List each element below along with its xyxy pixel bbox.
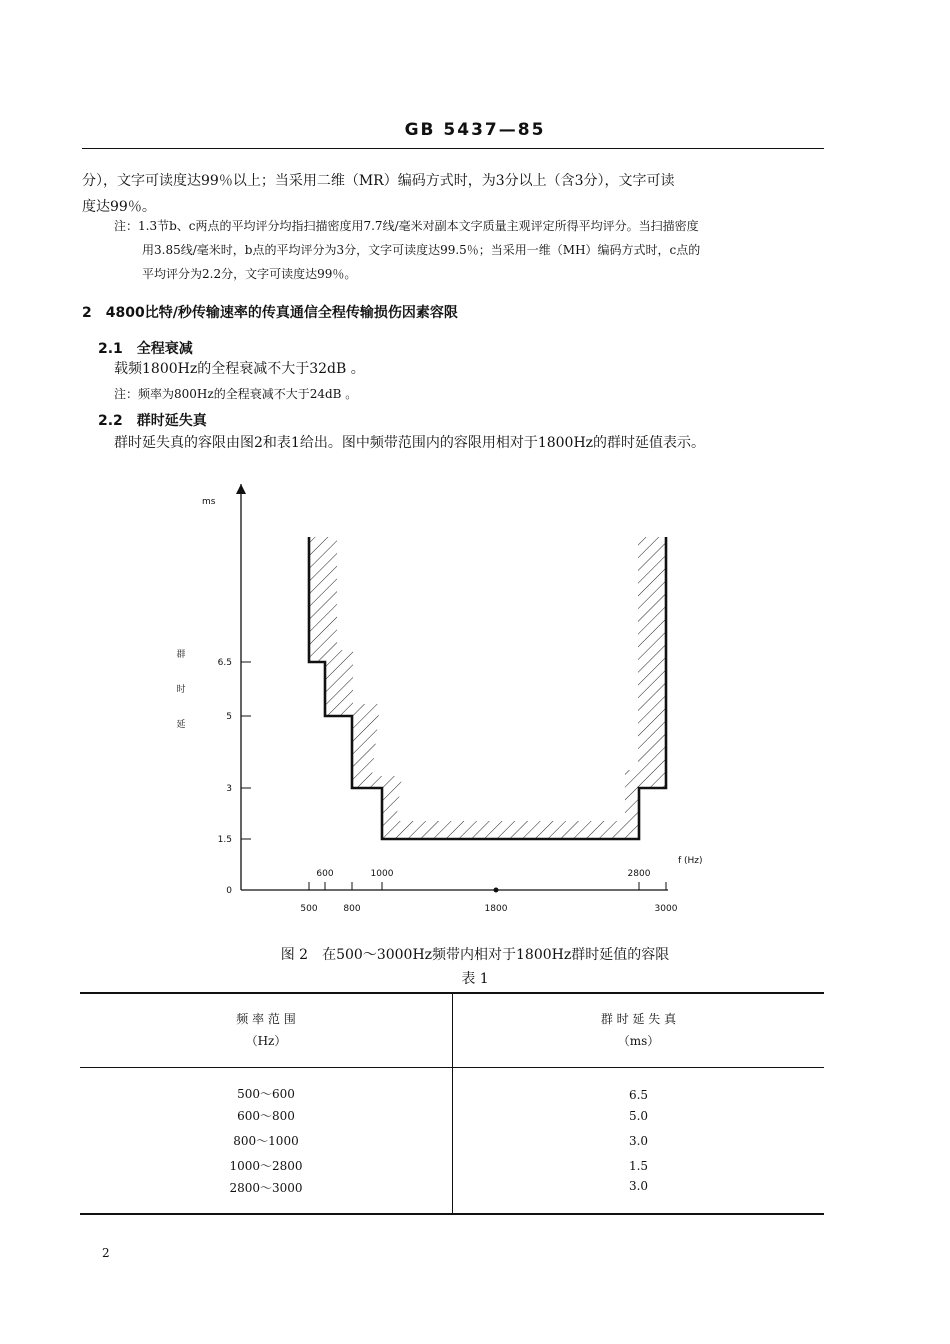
table-header-row <box>80 993 824 1067</box>
standard-code-header: GB 5437—85 <box>404 120 546 140</box>
table-cell-frequency: 1000～2800 <box>80 1153 453 1178</box>
note-1-line-1: 注：1.3节b、c两点的平均评分均指扫描密度用7.7线/毫米对副本文字质量主观评定所得平均评分。当扫描密度 <box>114 219 699 233</box>
table-cell-delay: 1.5 <box>628 1158 649 1173</box>
table-cell-frequency: 2800～3000 <box>80 1178 453 1214</box>
y-tick-label: 3 <box>226 784 232 794</box>
intro-paragraph <box>82 168 842 220</box>
y-axis-label-char: 时 <box>176 685 186 695</box>
x-axis-label: f (Hz) <box>678 856 703 866</box>
table-row <box>80 1178 824 1214</box>
y-tick-label: 1.5 <box>217 835 232 845</box>
note-1-line-2: 用3.85线/毫米时，b点的平均评分为3分，文字可读度达99.5％；当采用一维（MH）编码方式时，c点的 <box>142 243 701 257</box>
x-tick-label-bottom: 1800 <box>484 904 508 914</box>
table-cell-frequency: 500～600 <box>80 1067 453 1103</box>
y-tick-label: 0 <box>226 886 232 896</box>
intro-line-2: 度达99％。 <box>82 199 156 215</box>
note-1-line-3: 平均评分为2.2分，文字可读度达99％。 <box>142 267 357 281</box>
hatched-tolerance-band <box>309 537 666 839</box>
table-cell-delay: 6.5 <box>628 1088 649 1102</box>
section-2-2-title: 2.2 群时延失真 <box>98 413 207 429</box>
section-2-1-note: 注：频率为800Hz的全程衰减不大于24dB 。 <box>114 387 358 401</box>
table-cell-frequency: 600～800 <box>80 1103 453 1128</box>
table-1-title: 表 1 <box>461 971 489 987</box>
table-row <box>80 1153 824 1178</box>
note-1 <box>114 214 834 286</box>
header-delay-unit: （ms） <box>617 1034 660 1049</box>
section-2-1-title: 2.1 全程衰减 <box>98 341 193 357</box>
header-frequency-unit: （Hz） <box>245 1034 287 1049</box>
x-tick-label-top: 2800 <box>627 869 651 879</box>
y-axis-label-char: 延 <box>176 720 186 730</box>
table-cell-delay: 3.0 <box>453 1178 825 1214</box>
table-header-delay <box>453 993 825 1067</box>
group-delay-chart <box>0 470 950 920</box>
y-axis-arrow <box>236 484 246 494</box>
x-center-marker <box>494 888 499 893</box>
y-axis-unit: ms <box>202 497 216 507</box>
x-tick-label-bottom: 500 <box>300 904 318 914</box>
x-tick-label-bottom: 3000 <box>654 904 678 914</box>
tolerance-boundary-line <box>309 537 666 839</box>
table-1 <box>80 992 824 1215</box>
table-cell-delay: 3.0 <box>628 1133 649 1148</box>
intro-line-1: 分），文字可读度达99％以上；当采用二维（MR）编码方式时，为3分以上（含3分），文字可读 <box>82 173 675 189</box>
section-2-title: 2 4800比特/秒传输速率的传真通信全程传输损伤因素容限 <box>82 305 458 321</box>
x-tick-label-bottom: 800 <box>343 904 361 914</box>
header-rule <box>82 148 824 149</box>
table-header-frequency <box>80 993 453 1067</box>
table-row <box>80 1103 824 1128</box>
y-tick-label: 6.5 <box>217 658 232 668</box>
figure-2-caption: 图 2 在500～3000Hz频带内相对于1800Hz群时延值的容限 <box>280 947 670 963</box>
y-tick-label: 5 <box>226 712 232 722</box>
header-frequency-label: 频 率 范 围 <box>236 1012 296 1027</box>
x-tick-label-top: 600 <box>316 869 334 879</box>
page-number: 2 <box>102 1246 110 1260</box>
section-2-1-body: 载频1800Hz的全程衰减不大于32dB 。 <box>114 361 365 377</box>
table-row <box>80 1067 824 1103</box>
x-tick-label-top: 1000 <box>370 869 394 879</box>
table-row <box>80 1128 824 1153</box>
section-2-2-body: 群时延失真的容限由图2和表1给出。图中频带范围内的容限用相对于1800Hz的群时延值表示。 <box>114 435 706 451</box>
y-axis-label-char: 群 <box>176 650 186 660</box>
table-cell-frequency: 800～1000 <box>80 1128 453 1153</box>
header-delay-label: 群 时 延 失 真 <box>600 1012 677 1027</box>
table-cell-delay: 5.0 <box>628 1108 649 1123</box>
